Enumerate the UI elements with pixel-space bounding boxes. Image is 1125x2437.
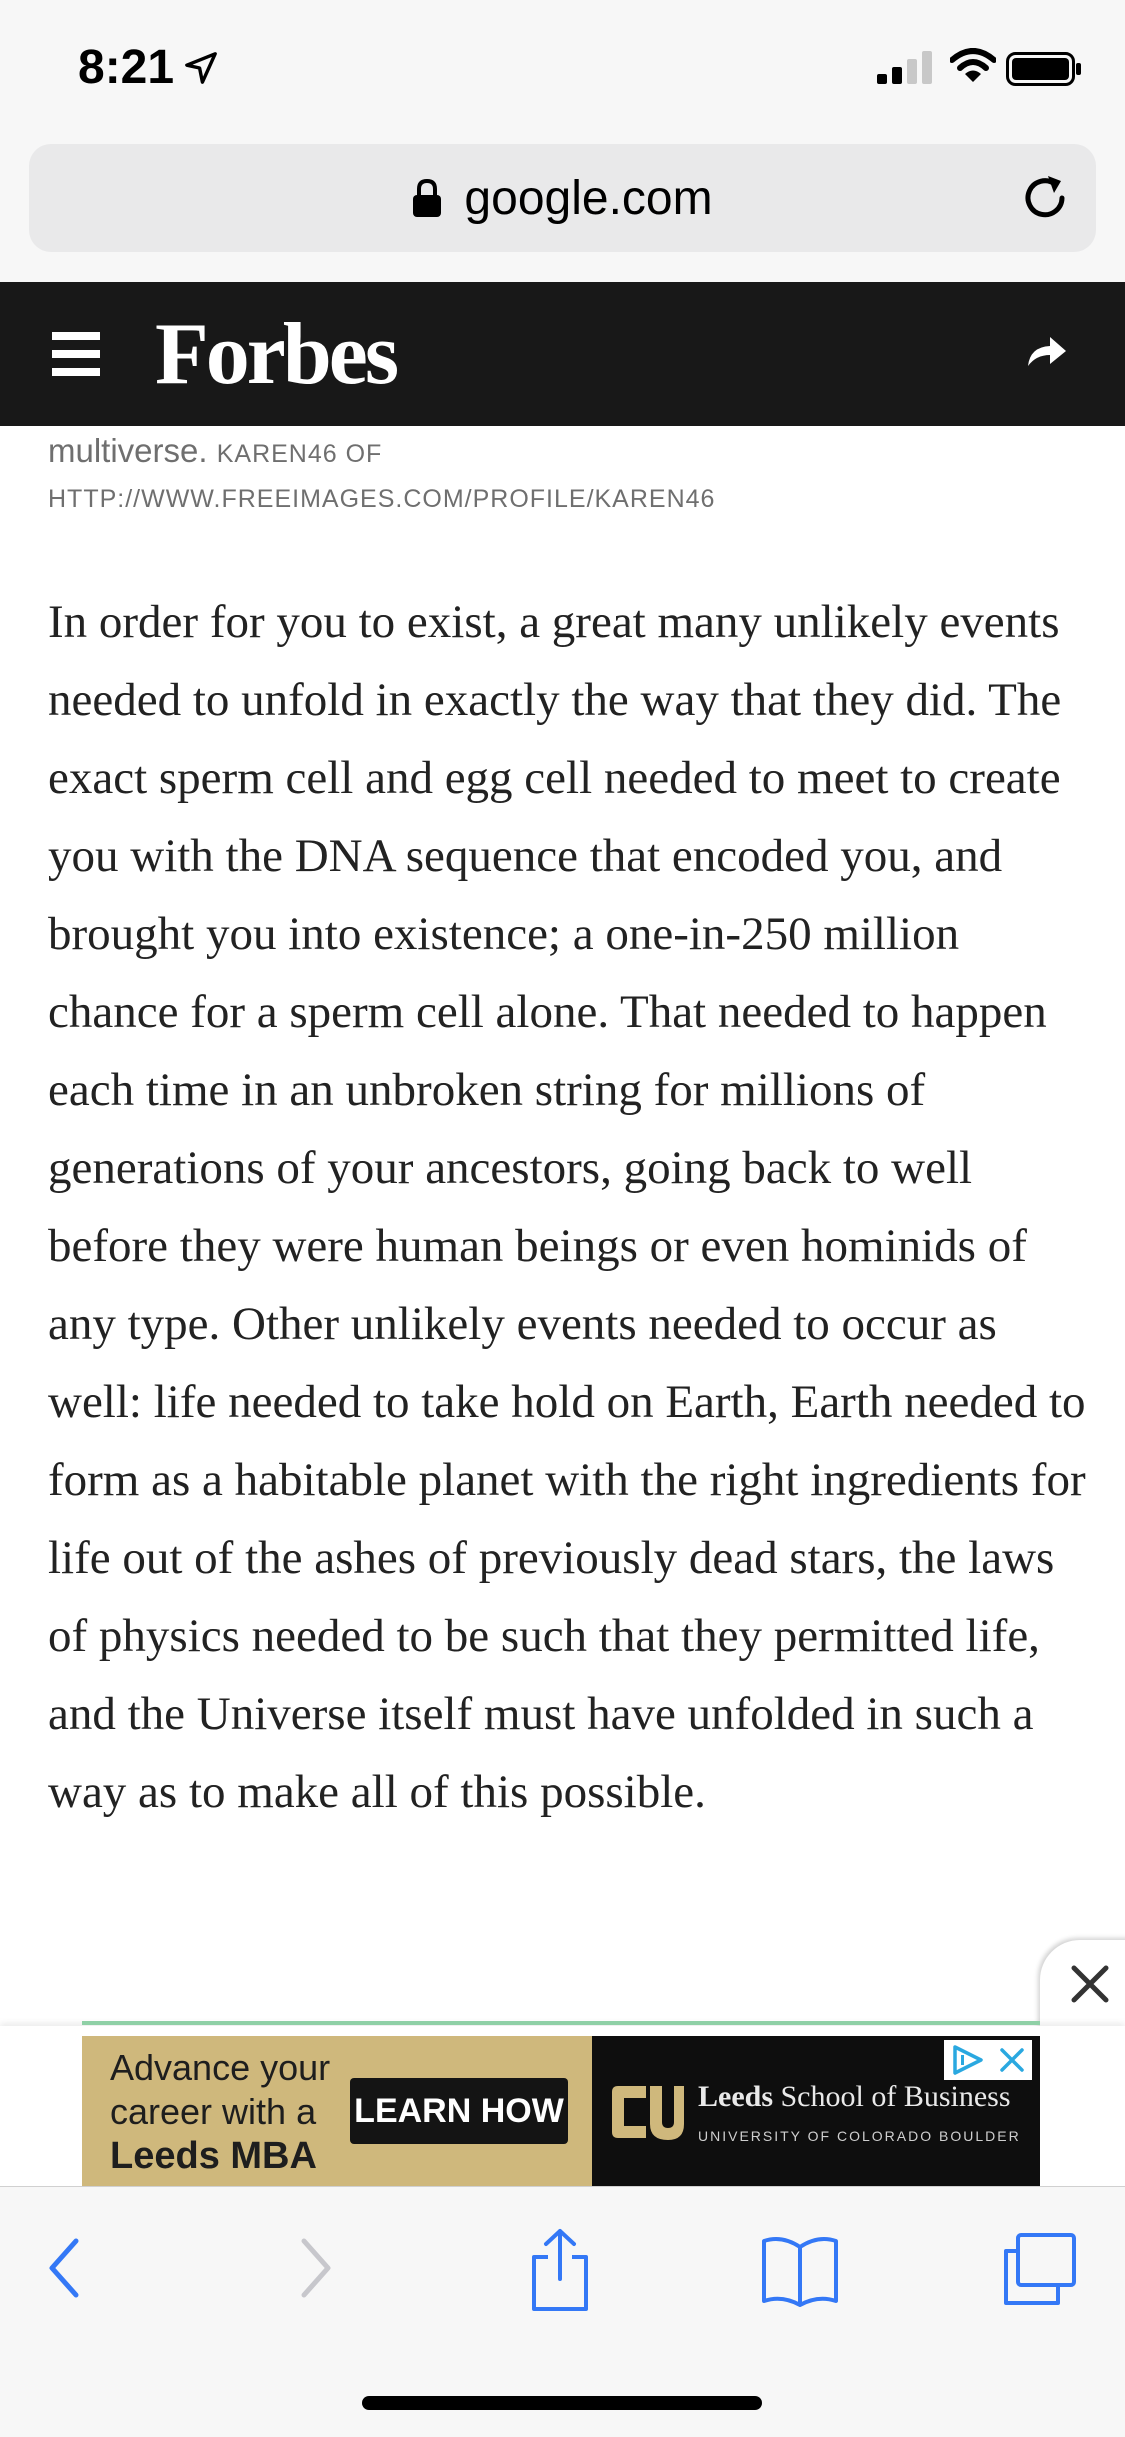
address-bar[interactable] [29, 144, 1096, 252]
ad-brand [698, 2080, 1011, 2114]
ad-university: UNIVERSITY OF COLORADO BOULDER [698, 2128, 1021, 2144]
bookmarks-book-icon[interactable] [760, 2233, 840, 2309]
ad-line-1: Advance your [110, 2047, 331, 2088]
ad-banner[interactable] [82, 2036, 1040, 2186]
ad-line-2: career with a [110, 2091, 317, 2132]
article-paragraph: In order for you to exist, a great many unlikely events needed to unfold in exactly the way that they did. The exact sperm cell and egg cell needed to meet to create you with the DNA sequence that encoded you, and brought you into existence; a one-in-250 million chance for a sperm cell alone. That needed to happen each time in an unbroken string for millions of generations of your ancestors, going back to well before they were human beings or even hominids of any type. Other unlikely events needed to occur as well: life needed to take hold on Earth, Earth needed to form as a habitable planet with the right ingredients for life out of the ashes of previously dead stars, the laws of physics needed to be such that they permitted life, and the Universe itself must have unfolded in such a way as to make all of this possible. [48, 596, 1086, 1818]
forward-chevron-icon[interactable] [296, 2233, 336, 2303]
browser-address-area [0, 140, 1125, 282]
status-time [78, 40, 218, 95]
home-indicator[interactable] [362, 2396, 762, 2410]
image-caption [48, 426, 1088, 514]
tabs-icon[interactable] [1000, 2231, 1080, 2307]
ad-close-button[interactable] [1040, 1940, 1125, 2028]
lock-icon [412, 178, 442, 218]
site-header [0, 282, 1125, 426]
ad-brand-bold: Leeds [698, 2080, 773, 2113]
ad-divider [82, 2021, 1040, 2025]
reload-icon[interactable] [1019, 172, 1071, 224]
ad-copy [110, 2046, 330, 2178]
close-icon [1070, 1964, 1110, 2004]
ad-left-panel [82, 2036, 592, 2186]
adchoices-badge[interactable] [944, 2040, 1032, 2080]
location-arrow-icon [184, 51, 218, 85]
time-label: 8:21 [78, 41, 175, 94]
url-domain: google.com [464, 171, 713, 225]
ad-line-3: Leeds MBA [110, 2135, 317, 2177]
share-upload-icon[interactable] [528, 2227, 592, 2313]
caption-url[interactable]: HTTP://WWW.FREEIMAGES.COM/PROFILE/KAREN46 [48, 485, 716, 513]
ad-learn-how-button[interactable]: LEARN HOW [350, 2078, 568, 2144]
site-logo[interactable]: Forbes [155, 306, 397, 403]
caption-credit: KAREN46 OF [216, 440, 383, 468]
ad-dismiss-icon[interactable] [999, 2047, 1025, 2073]
share-icon[interactable] [1026, 333, 1068, 369]
battery-icon [1006, 52, 1082, 86]
hamburger-menu-icon[interactable] [52, 332, 100, 376]
caption-word: multiverse. [48, 432, 208, 469]
cellular-signal-icon [877, 50, 933, 84]
wifi-icon [950, 48, 996, 84]
status-bar [0, 0, 1125, 140]
cu-logo-icon [608, 2078, 686, 2146]
back-chevron-icon[interactable] [44, 2233, 84, 2303]
ad-brand-rest: School of Business [773, 2080, 1011, 2113]
ad-right-panel [592, 2036, 1040, 2186]
caption-line [48, 426, 1088, 479]
address-display [29, 144, 1096, 252]
adchoices-icon [951, 2044, 985, 2076]
